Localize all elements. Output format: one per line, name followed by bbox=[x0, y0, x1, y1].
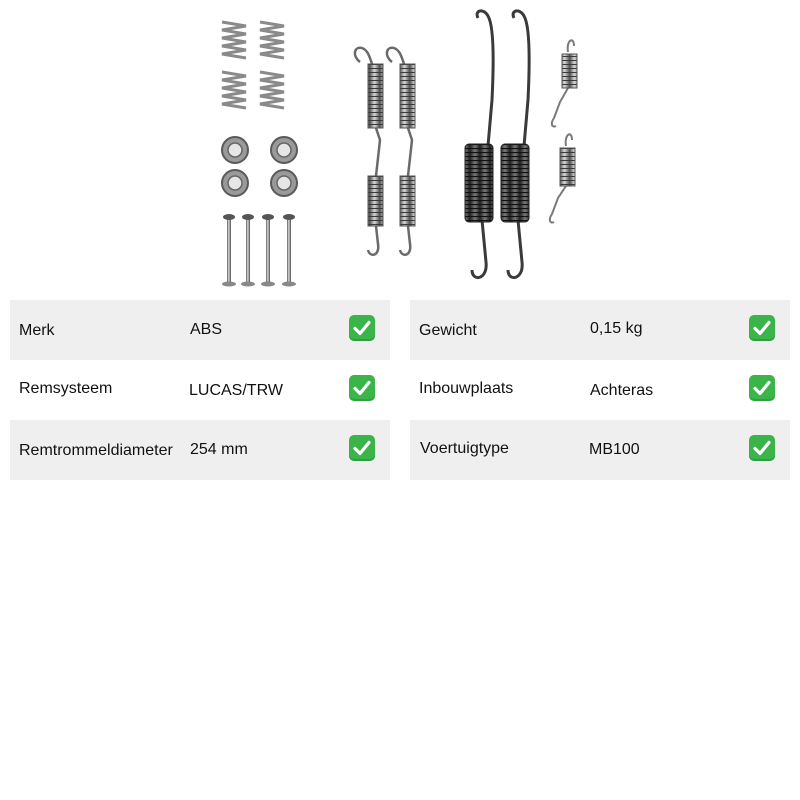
check-icon bbox=[349, 435, 375, 461]
check-icon bbox=[749, 435, 775, 461]
spec-row-remsysteem bbox=[10, 360, 390, 420]
spec-value: Achteras bbox=[590, 382, 654, 399]
spec-table-left bbox=[10, 300, 390, 480]
spec-value: LUCAS/TRW bbox=[189, 382, 283, 399]
spec-label: Remtrommeldiameter bbox=[19, 442, 173, 459]
spec-row-merk bbox=[10, 300, 390, 360]
spec-label: Gewicht bbox=[419, 322, 477, 339]
spec-row-remtrommeldiameter bbox=[10, 420, 390, 480]
spec-value: ABS bbox=[190, 321, 223, 338]
spec-row-inbouwplaats bbox=[410, 360, 790, 420]
check-icon bbox=[749, 375, 775, 401]
brake-spring-kit-icon bbox=[0, 0, 800, 292]
spec-value: MB100 bbox=[589, 441, 640, 458]
spec-label: Voertuigtype bbox=[420, 440, 509, 457]
spec-label: Merk bbox=[19, 322, 55, 339]
spec-value: 254 mm bbox=[190, 441, 248, 458]
spec-table-right bbox=[410, 300, 790, 480]
spec-row-gewicht bbox=[410, 300, 790, 360]
spec-value: 0,15 kg bbox=[590, 320, 643, 337]
check-icon bbox=[349, 315, 375, 341]
check-icon bbox=[349, 375, 375, 401]
spec-label: Inbouwplaats bbox=[419, 380, 514, 397]
spec-label: Remsysteem bbox=[19, 380, 113, 397]
product-image bbox=[0, 0, 800, 292]
spec-row-voertuigtype bbox=[410, 420, 790, 480]
check-icon bbox=[749, 315, 775, 341]
